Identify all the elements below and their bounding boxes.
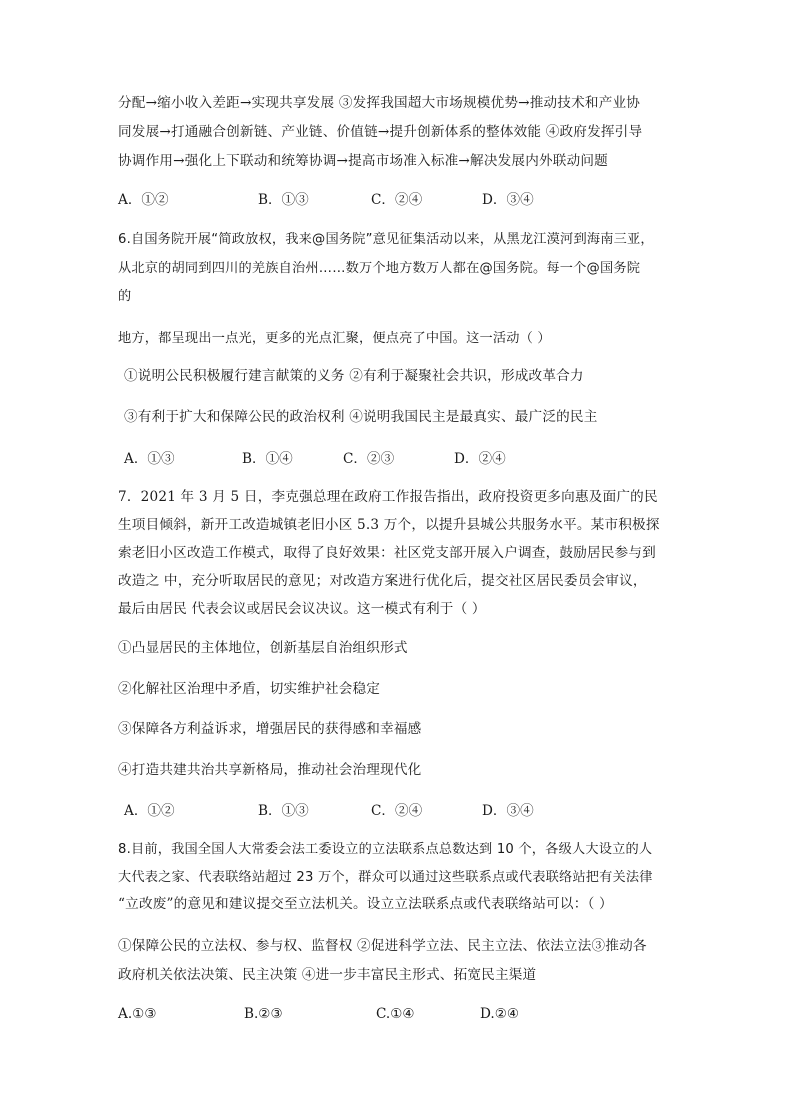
q8-option-d[interactable]: D.②④ <box>480 1006 520 1022</box>
q6-option-d[interactable]: D．②④ <box>454 451 506 467</box>
q5-option-a[interactable]: A．①② <box>118 192 169 208</box>
q8-option-a[interactable]: A.①③ <box>118 1006 157 1022</box>
q8-line-5: 政府机关依法决策、民主决策 ④进一步丰富民主形式、拓宽民主渠道 <box>118 967 537 983</box>
q7-options <box>124 801 724 821</box>
q7-line-5: 最后由居民 代表会议或居民会议决议。这一模式有利于（ ） <box>118 601 486 617</box>
q5-option-b[interactable]: B．①③ <box>258 192 309 208</box>
q5-option-c[interactable]: C．②④ <box>371 192 423 208</box>
q6-option-a[interactable]: A．①③ <box>124 451 175 467</box>
q5-line-1: 分配→缩小收入差距→实现共享发展 ③发挥我国超大市场规模优势→推动技术和产业协 <box>118 95 641 111</box>
q6-options <box>124 449 724 469</box>
q6-statements-1: ①说明公民积极履行建言献策的义务 ②有利于凝聚社会共识，形成改革合力 <box>124 368 584 384</box>
q7-option-d[interactable]: D．③④ <box>482 803 534 819</box>
q8-options <box>118 1004 718 1024</box>
q7-option-c[interactable]: C．②④ <box>371 803 423 819</box>
q5-line-2: 同发展→打通融合创新链、产业链、价值链→提升创新体系的整体效能 ④政府发挥引导 <box>118 124 643 140</box>
q7-option-a[interactable]: A．①② <box>124 803 175 819</box>
q6-line-4: 地方，都呈现出一点光，更多的光点汇聚，便点亮了中国。这一活动（ ） <box>118 331 551 346</box>
q5-options <box>118 190 718 210</box>
q7-statement-3: ③保障各方利益诉求，增强居民的获得感和幸福感 <box>118 721 422 737</box>
q8-option-c[interactable]: C.①④ <box>376 1006 415 1022</box>
q8-line-3: “立改废”的意见和建议提交至立法机关。设立立法联系点或代表联络站可以：（ ） <box>118 896 613 912</box>
q6-option-c[interactable]: C．②③ <box>343 451 395 467</box>
q6-line-2: 从北京的胡同到四川的羌族自治州……数万个地方数万人都在@国务院。每一个@国务院 <box>118 261 641 276</box>
q7-statement-4: ④打造共建共治共享新格局，推动社会治理现代化 <box>118 762 422 778</box>
q7-statement-1: ①凸显居民的主体地位，创新基层自治组织形式 <box>118 640 408 656</box>
q7-line-3: 索老旧小区改造工作模式，取得了良好效果：社区党支部开展入户调查，鼓励居民参与到 <box>118 545 656 561</box>
q6-line-3: 的 <box>118 289 132 304</box>
q7-statement-2: ②化解社区治理中矛盾，切实维护社会稳定 <box>118 681 381 697</box>
q5-line-3: 协调作用→强化上下联动和统筹协调→提高市场准入标准→解决发展内外联动问题 <box>118 153 608 169</box>
q6-line-1: 6.自国务院开展“简政放权，我来@国务院”意见征集活动以来，从黑龙江漠河到海南三亚， <box>118 232 654 247</box>
q6-option-b[interactable]: B．①④ <box>242 451 293 467</box>
q7-line-4: 改造之 中，充分听取居民的意见；对改造方案进行优化后，提交社区居民委员会审议， <box>118 573 647 589</box>
q7-line-2: 生项目倾斜，新开工改造城镇老旧小区 5.3 万个，以提升县城公共服务水平。某市积极探 <box>118 517 660 533</box>
q8-option-b[interactable]: B.②③ <box>244 1006 283 1022</box>
q8-line-1: 8.目前，我国全国人大常委会法工委设立的立法联系点总数达到 10 个，各级人大设立的人 <box>118 842 653 857</box>
q8-line-4: ①保障公民的立法权、参与权、监督权 ②促进科学立法、民主立法、依法立法③推动各 <box>118 938 647 954</box>
q6-statements-2: ③有利于扩大和保障公民的政治权利 ④说明我国民主是最真实、最广泛的民主 <box>124 409 598 425</box>
q7-line-1: 7．2021 年 3 月 5 日，李克强总理在政府工作报告指出，政府投资更多向惠及面广的民 <box>118 489 658 505</box>
q8-line-2: 大代表之家、代表联络站超过 23 万个，群众可以通过这些联系点或代表联络站把有关法律 <box>118 870 653 885</box>
q7-option-b[interactable]: B．①③ <box>258 803 309 819</box>
q5-option-d[interactable]: D．③④ <box>482 192 534 208</box>
